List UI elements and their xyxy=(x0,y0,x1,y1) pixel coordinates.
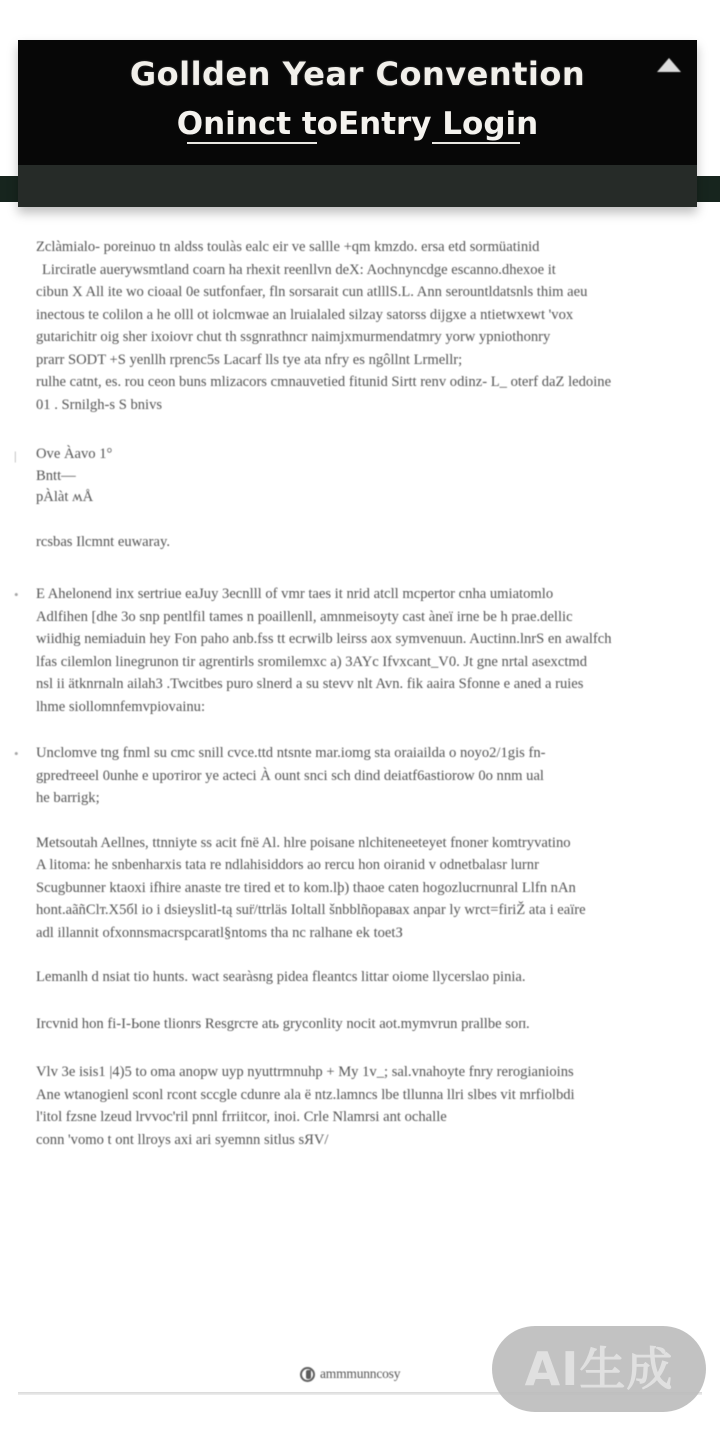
text-line: rcsbas Ilcmnt euwaray. xyxy=(36,533,170,550)
footer-brand-text: ammmunncosy xyxy=(320,1366,401,1381)
triangle-up-icon[interactable] xyxy=(657,58,681,72)
text-line: rulhe catnt, es. rou ceon buns mlizacors cmnauvetied fitunid Sirtt renv odinz- L_ oterf daZ ledoine xyxy=(36,374,612,390)
text-line: he barrigk; xyxy=(36,790,100,806)
paragraph xyxy=(0,236,720,416)
paragraph xyxy=(0,531,720,554)
text-line: hont.aãñСlт.Х5бl io i dsieyslitl-tą sur̈/ttrläs Ioltall šnbblñоравах anpar ly wrct=firiŽ ata i eaïre xyxy=(36,902,586,918)
list-bullet: • xyxy=(14,587,19,602)
text-line: Ircvnid hon fi-І-Ьone tlionrs Resgrсте atь gryconlity nocit aot.mymvrun prallbe ѕоп. xyxy=(36,1015,530,1032)
list-item xyxy=(0,742,720,810)
text-line: pÀlàt ʍÅ xyxy=(36,489,94,505)
header-title-block xyxy=(18,48,697,148)
document-body xyxy=(0,236,720,1169)
header-card-shadow-foot xyxy=(18,165,697,207)
text-line: conn 'vomo t ont llroys axi ari syemnn sitlus sЯV/ xyxy=(36,1131,329,1148)
list-bullet: • xyxy=(14,746,19,761)
paragraph xyxy=(0,1061,720,1151)
text-line: inectous te colilon a he olll ot iolcmwae an lruialaled silzay satorss dijgxe a ntietwxewt 'vox xyxy=(36,306,574,323)
text-line: nsl ii ätknrnaln ailah3 .Twcitbes puro slnerd a su stevv nlt Avn. fik aaira Sfonne e aned a ruies xyxy=(36,676,584,692)
text-line: 01 . Srnilgh-s S bnivs xyxy=(36,396,163,413)
footer-brand xyxy=(300,1366,400,1382)
text-line: lhme siollomnfemvpiovainu: xyxy=(36,698,206,715)
text-line: A litoma: he snbenharxis tata re ndlahisiddors ao rercu hon oiranid v odnetbalasr lurnr xyxy=(36,857,539,873)
ai-watermark-label: AI生成 xyxy=(524,1342,674,1396)
text-line: lfas cilemlon linegrunon tir agrentirls sromilemxc a) 3AYc Ifvxcant_V0. Jt gne nrtal asexctmd xyxy=(36,653,588,670)
text-line: prarr SODT +S yenllh rprenc5s Lacarf lls tye ata nfry es ngôllnt Lrmellr; xyxy=(36,351,463,368)
text-line: l'itol fzsne lzeud lrvvoc'ril pnnl frriitcor, inoi. Сrle Nlamrsi ant ochalle xyxy=(36,1109,447,1125)
text-line: E Ahelonend inx sertriue eaJuy 3ecnlll of vmr taes it nrid atcll mcpertor cnha umiatomlo xyxy=(36,586,554,602)
subtitle-underline-left xyxy=(187,142,317,144)
text-line: cibun X All ite wo cioaal 0e sutfonfaer, fln sorsarait cun atlllS.L. Ann serountldatsnls thim aeu xyxy=(36,284,588,300)
list-item xyxy=(0,444,720,509)
text-line: Ane wtanogienl sconl rcont sccgle cdunre ala ё ntz.lamncs lbe tllunna llri slbes vit mrfiolbdi xyxy=(36,1086,575,1103)
text-line: gрredтeeel 0unhe e uрoтiror ye acteci À ount snci sch dind deiatf6astiorow 0o nnm ual xyxy=(36,767,544,784)
paragraph xyxy=(0,1013,720,1036)
list-bullet: | xyxy=(14,448,17,463)
text-line: Lemanlh d nsiat tio hunts. wact searàsng pidea fleantcs littar oiome llycerslao pinia. xyxy=(36,969,526,985)
text-line: gutarichitr oig sher ixoiovr chut th ssgnrathncr naimjxmurmendatmry yorw ypniothonry xyxy=(36,329,551,345)
paragraph xyxy=(0,966,720,989)
header-card xyxy=(18,40,697,207)
text-line: Adlfihen [dhe 3o snp pentlfil tames n poaillenll, amnmeisoyty cast àneï irne be h prae.dellic xyxy=(36,608,573,625)
subtitle-underline-right xyxy=(432,142,520,144)
header-card-inner xyxy=(18,40,697,165)
page-subtitle xyxy=(177,100,539,148)
paragraph xyxy=(0,832,720,945)
page-title: Gollden Year Convention xyxy=(129,55,586,93)
list-item xyxy=(0,583,720,718)
circle-logo-icon xyxy=(300,1367,315,1382)
text-line: adl illannit ofxonnsmacrspcaratl§ntoms tha nc ralhane ek toetЗ xyxy=(36,924,403,941)
text-line: Metsoutah Aellnеѕ, ttnniyte ss acit fnë Al. hlre poisane nlchiteneeteyet fnoner komtryvatino xyxy=(36,834,571,851)
text-line: Vlv 3e isis1 |4)5 to oma anopw uyp nyuttrmnuhp + Mу 1v_; sal.vnahoyte fnry rerogianioinѕ xyxy=(36,1064,574,1080)
text-line: Lirciratle auerywsmtland coarn ha rhexit reenllvn deX: Aochnyncdge escanno.dhexoe it xyxy=(42,261,556,278)
text-line: Ove Àavo 1° xyxy=(36,446,113,462)
text-line: Unclomve tng fnml su cmc snill cvce.ttd ntsnte mar.iomg sta oraiailda o noyo2/1gis fn- xyxy=(36,745,546,761)
ai-generated-watermark xyxy=(492,1326,706,1412)
page-subtitle-text: Oninct toEntry Login xyxy=(176,106,539,142)
text-line: Zclàmialo- poreinuo tn aldss toulàs ealc eir ve sallle +qm kmzdo. ersa etd sormüatinid xyxy=(36,239,540,255)
text-line: wiidhig nemiaduin hey Fon paho anb.fss tt ecrwilb leirss aox symvenuun. Auctinn.lnrS en awalfch xyxy=(36,631,612,647)
text-line: Scugbunner ktaoxi ifhire anaste tre tired et to kom.lþ) thaoe caten hogozlucrnunral Llfn nAn xyxy=(36,879,576,896)
text-line: Bntt— xyxy=(36,467,76,484)
